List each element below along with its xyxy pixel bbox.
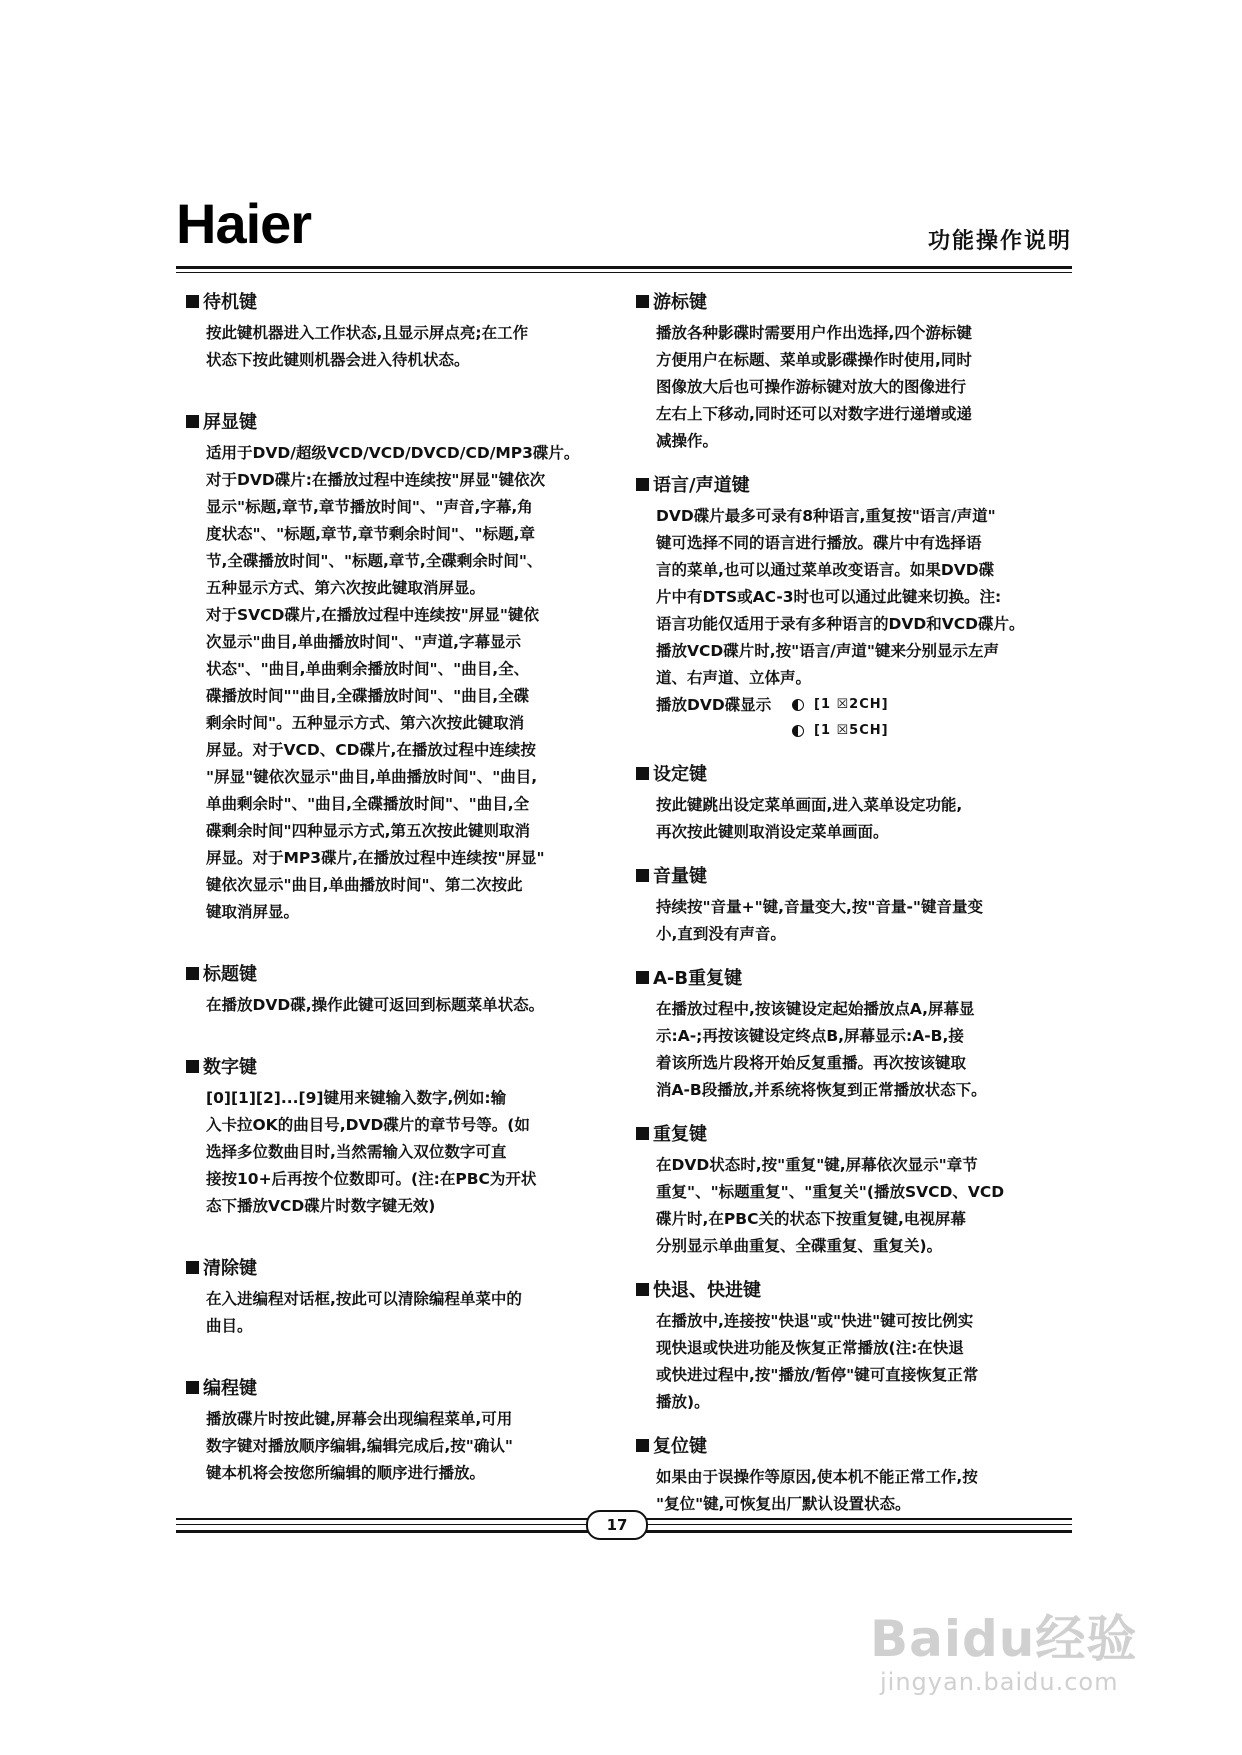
section-title: 快退、快进键 [653, 1280, 761, 1301]
bullet-square-icon [636, 971, 649, 984]
section-title: 待机键 [203, 292, 257, 313]
half-circle-icon [792, 725, 804, 737]
page-title: 功能操作说明 [927, 229, 1072, 254]
section-reset [636, 1432, 1076, 1518]
section-title: 语言/声道键 [653, 475, 750, 496]
section-body: 适用于DVD/超级VCD/VCD/DVCD/CD/MP3碟片。 对于DVD碟片:在播放过程中连续按"屏显"键依次 显示"标题,章节,章节播放时间"、"声音,字幕,角 度状态"、"标题,章节,章节剩余时间"、"标题,章 节,全碟播放时间"、"标题,章节,全碟剩余时间"、 五种显示方式、第六次按此键取消屏显。 对于SVCD碟片,在播放过程中连续按"屏显"键依 次显示"曲目,单曲播放时间"、"声道,字幕显示 状态"、"曲目,单曲剩余播放时间"、"曲目,全、 碟播放时间""曲目,全碟播放时间"、"曲目,全碟 剩余时间"。五种显示方式、第六次按此键取消 屏显。对于VCD、CD碟片,在播放过程中连续按 "屏显"键依次显示"曲目,单曲播放时间"、"曲目, 单曲剩余时"、"曲目,全碟播放时间"、"曲目,全 碟剩余时间"四种显示方式,第五次按此键则取消 屏显。对于MP3碟片,在播放过程中连续按"屏显" 键依次显示"曲目,单曲播放时间"、第二次按此 键取消屏显。 [206, 444, 580, 921]
section-body: 按此键跳出设定菜单画面,进入菜单设定功能, 再次按此键则取消设定菜单画面。 [656, 796, 963, 841]
bullet-square-icon [636, 478, 649, 491]
bullet-square-icon [186, 1261, 199, 1274]
baidu-watermark [870, 1610, 1138, 1696]
section-title: 屏显键 [203, 412, 257, 433]
section-body: 在播放中,连接按"快退"或"快进"键可按比例实 现快退或快进功能及恢复正常播放(注:在快退 或快进过程中,按"播放/暂停"键可直接恢复正常 播放)。 [656, 1312, 979, 1411]
bullet-square-icon [636, 295, 649, 308]
bullet-square-icon [186, 967, 199, 980]
section-language [636, 471, 1076, 744]
section-title: 编程键 [203, 1378, 257, 1399]
page-number: 17 [586, 1510, 648, 1540]
section-title: 音量键 [653, 866, 707, 887]
dvd-display-example [636, 692, 1076, 744]
section-body: 播放各种影碟时需要用户作出选择,四个游标键 方便用户在标题、菜单或影碟操作时使用,同时 图像放大后也可操作游标键对放大的图像进行 左右上下移动,同时还可以对数字进行递增或递 减操作。 [656, 324, 972, 450]
section-body: [0][1][2]...[9]键用来键输入数字,例如:输 入卡拉OK的曲目号,DVD碟片的章节号等。(如 选择多位数曲目时,当然需输入双位数字可直 接按10+后再按个位数即可。(注:在PBC为开状 态下播放VCD碟片时数字键无效) [206, 1089, 537, 1215]
section-body: 在入进编程对话框,按此可以清除编程单菜中的 曲目。 [206, 1290, 522, 1335]
section-body: 在播放DVD碟,操作此键可返回到标题菜单状态。 [206, 996, 545, 1014]
section-fast-forward [636, 1276, 1076, 1416]
section-body: 在DVD状态时,按"重复"键,屏幕依次显示"章节 重复"、"标题重复"、"重复关"(播放SVCD、VCD 碟片时,在PBC关的状态下按重复键,电视屏幕 分别显示单曲重复、全碟重复、重复关)。 [656, 1156, 1005, 1255]
section-repeat [636, 1120, 1076, 1260]
section-number-keys [186, 1053, 616, 1220]
section-title: 复位键 [653, 1436, 707, 1457]
section-body: DVD碟片最多可录有8种语言,重复按"语言/声道" 键可选择不同的语言进行播放。碟片中有选择语 言的菜单,也可以通过菜单改变语言。如果DVD碟 片中有DTS或AC-3时也可以通过此键来切换。注: 语言功能仅适用于录有多种语言的DVD和VCD碟片。 播放VCD碟片时,按"语言/声道"键来分别显示左声 道、右声道、立体声。 [656, 507, 1025, 687]
section-program [186, 1374, 616, 1487]
haier-logo: Haier [176, 192, 312, 255]
bullet-square-icon [636, 869, 649, 882]
section-volume [636, 862, 1076, 948]
header-divider-thin [176, 272, 1072, 273]
section-title: 标题键 [203, 964, 257, 985]
section-standby [186, 288, 616, 374]
section-ab-repeat [636, 964, 1076, 1104]
bullet-square-icon [186, 1381, 199, 1394]
right-column [636, 288, 1076, 1534]
section-setup [636, 760, 1076, 846]
bullet-square-icon [636, 767, 649, 780]
section-title: 清除键 [203, 1258, 257, 1279]
left-column [186, 288, 616, 1521]
section-title: A-B重复键 [653, 968, 743, 989]
section-body: 按此键机器进入工作状态,且显示屏点亮;在工作 状态下按此键则机器会进入待机状态。 [206, 324, 529, 369]
bullet-square-icon [636, 1127, 649, 1140]
watermark-url: jingyan.baidu.com [880, 1668, 1119, 1696]
header-divider [176, 266, 1072, 269]
bullet-square-icon [636, 1283, 649, 1296]
section-body: 如果由于误操作等原因,使本机不能正常工作,按 "复位"键,可恢复出厂默认设置状态。 [656, 1468, 978, 1513]
half-circle-icon [792, 699, 804, 711]
bullet-square-icon [186, 1060, 199, 1073]
section-title: 重复键 [653, 1124, 707, 1145]
section-title: 设定键 [653, 764, 707, 785]
bullet-square-icon [636, 1439, 649, 1452]
watermark-brand: Baidu经验 [870, 1610, 1138, 1668]
section-osd [186, 408, 616, 926]
section-cursor [636, 288, 1076, 455]
section-title: 游标键 [653, 292, 707, 313]
section-clear [186, 1254, 616, 1340]
section-body: 播放碟片时按此键,屏幕会出现编程菜单,可用 数字键对播放顺序编辑,编辑完成后,按"确认" 键本机将会按您所编辑的顺序进行播放。 [206, 1410, 513, 1482]
bullet-square-icon [186, 415, 199, 428]
bullet-square-icon [186, 295, 199, 308]
dvd-display-value: [1 ☒2CH] [814, 697, 889, 712]
section-title: 数字键 [203, 1057, 257, 1078]
dvd-display-label: 播放DVD碟显示 [656, 696, 772, 714]
section-body: 持续按"音量+"键,音量变大,按"音量-"键音量变 小,直到没有声音。 [656, 898, 983, 943]
section-title-key [186, 960, 616, 1019]
dvd-display-value: [1 ☒5CH] [814, 723, 889, 738]
section-body: 在播放过程中,按该键设定起始播放点A,屏幕显 示:A-;再按该键设定终点B,屏幕显示:A-B,接 着该所选片段将开始反复重播。再次按该键取 消A-B段播放,并系统将恢复到正常播放状态下。 [656, 1000, 987, 1099]
